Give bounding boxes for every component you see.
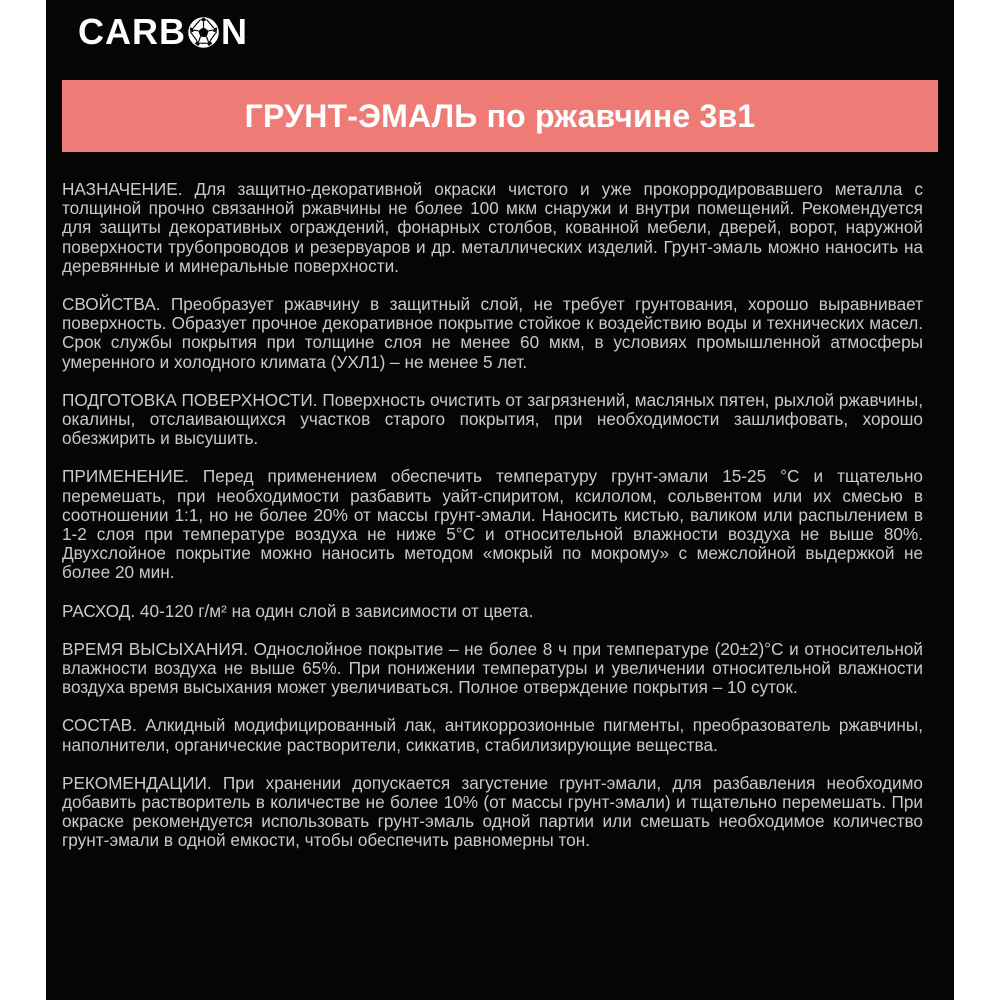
section-composition — [62, 716, 923, 754]
product-title: ГРУНТ-ЭМАЛЬ по ржавчине 3в1 — [244, 97, 756, 134]
soccer-ball-icon — [187, 16, 220, 49]
section-text: Алкидный модифицированный лак, антикоррозионные пигменты, преобразователь ржавчины, наполнители, органические растворители, сиккатив, стабилизирующие вещества. — [62, 715, 923, 755]
section-heading: ВРЕМЯ ВЫСЫХАНИЯ. — [62, 638, 248, 659]
product-info-panel — [46, 0, 954, 1000]
section-heading: РАСХОД. — [62, 600, 136, 621]
section-text: 40-120 г/м² на один слой в зависимости от цвета. — [135, 600, 534, 621]
section-consumption — [62, 602, 923, 621]
section-heading: СВОЙСТВА. — [62, 294, 161, 315]
title-banner — [62, 80, 938, 152]
section-heading: РЕКОМЕНДАЦИИ. — [62, 772, 212, 793]
section-text: Перед применением обеспечить температуру грунт-эмали 15-25 °С и тщательно перемешать, при необходимости разбавить уайт-спиритом, ксилолом, сольвентом или их смесью в соотношении 1:1, но не более 20% от массы грунт-эмали. Наносить кистью, валиком или распылением в 1-2 слоя при температуре воздуха не ниже 5°С и относительной влажности воздуха не выше 80%. Двухслойное покрытие можно наносить методом «мокрый по мокрому» с межслойной выдержкой не более 20 мин. — [62, 466, 923, 583]
logo-text-right: N — [221, 11, 248, 52]
section-text: При хранении допускается загустение грунт-эмали, для разбавления необходимо добавить растворитель в количестве не более 10% (от массы грунт-эмали) и тщательно перемешать. При окраске рекомендуется использовать грунт-эмаль одной партии или смешать необходимое количество грунт-эмали в одной емкости, чтобы обеспечить равномерны тон. — [62, 772, 923, 851]
section-heading: СОСТАВ. — [62, 715, 137, 736]
brand-logo — [78, 12, 248, 52]
section-heading: НАЗНАЧЕНИЕ. — [62, 179, 183, 199]
section-text: Преобразует ржавчину в защитный слой, не требует грунтования, хорошо выравнивает поверхность. Образует прочное декоративное покрытие стойкое к воздействию воды и технических масел. Срок службы покрытия при толщине слоя не менее 60 мкм, в условиях промышленной атмосферы умеренного и холодного климата (УХЛ1) – не менее 5 лет. — [62, 294, 923, 372]
section-surface-preparation — [62, 391, 923, 449]
section-drying-time — [62, 640, 923, 698]
section-properties — [62, 295, 923, 372]
logo-text-left: CARB — [78, 11, 186, 52]
section-text: Поверхность очистить от загрязнений, масляных пятен, рыхлой ржавчины, окалины, отслаивающихся участков старого покрытия, при необходимости зашлифовать, хорошо обезжирить и высушить. — [62, 389, 924, 449]
section-text: Однослойное покрытие – не более 8 ч при температуре (20±2)°С и относительной влажности воздуха не выше 65%. При понижении температуры и увеличении относительной влажности воздуха время высыхания может увеличиваться. Полное отверждение покрытия – 10 суток. — [62, 638, 923, 698]
section-recommendations — [62, 774, 923, 851]
section-application — [62, 467, 923, 582]
description-content — [62, 180, 923, 851]
section-purpose — [62, 180, 923, 276]
section-heading: ПОДГОТОВКА ПОВЕРХНОСТИ. — [62, 389, 318, 410]
section-text: Для защитно-декоративной окраски чистого и уже прокорродировавшего металла с толщиной прочно связанной ржавчины не более 100 мкм снаружи и внутри помещений. Рекомендуется для защиты декоративных ограждений, фонарных столбов, кованной мебели, дверей, ворот, наружной поверхности трубопроводов и резервуаров и др. металлических изделий. Грунт-эмаль можно наносить на деревянные и минеральные поверхности. — [62, 179, 923, 276]
section-heading: ПРИМЕНЕНИЕ. — [62, 466, 189, 487]
